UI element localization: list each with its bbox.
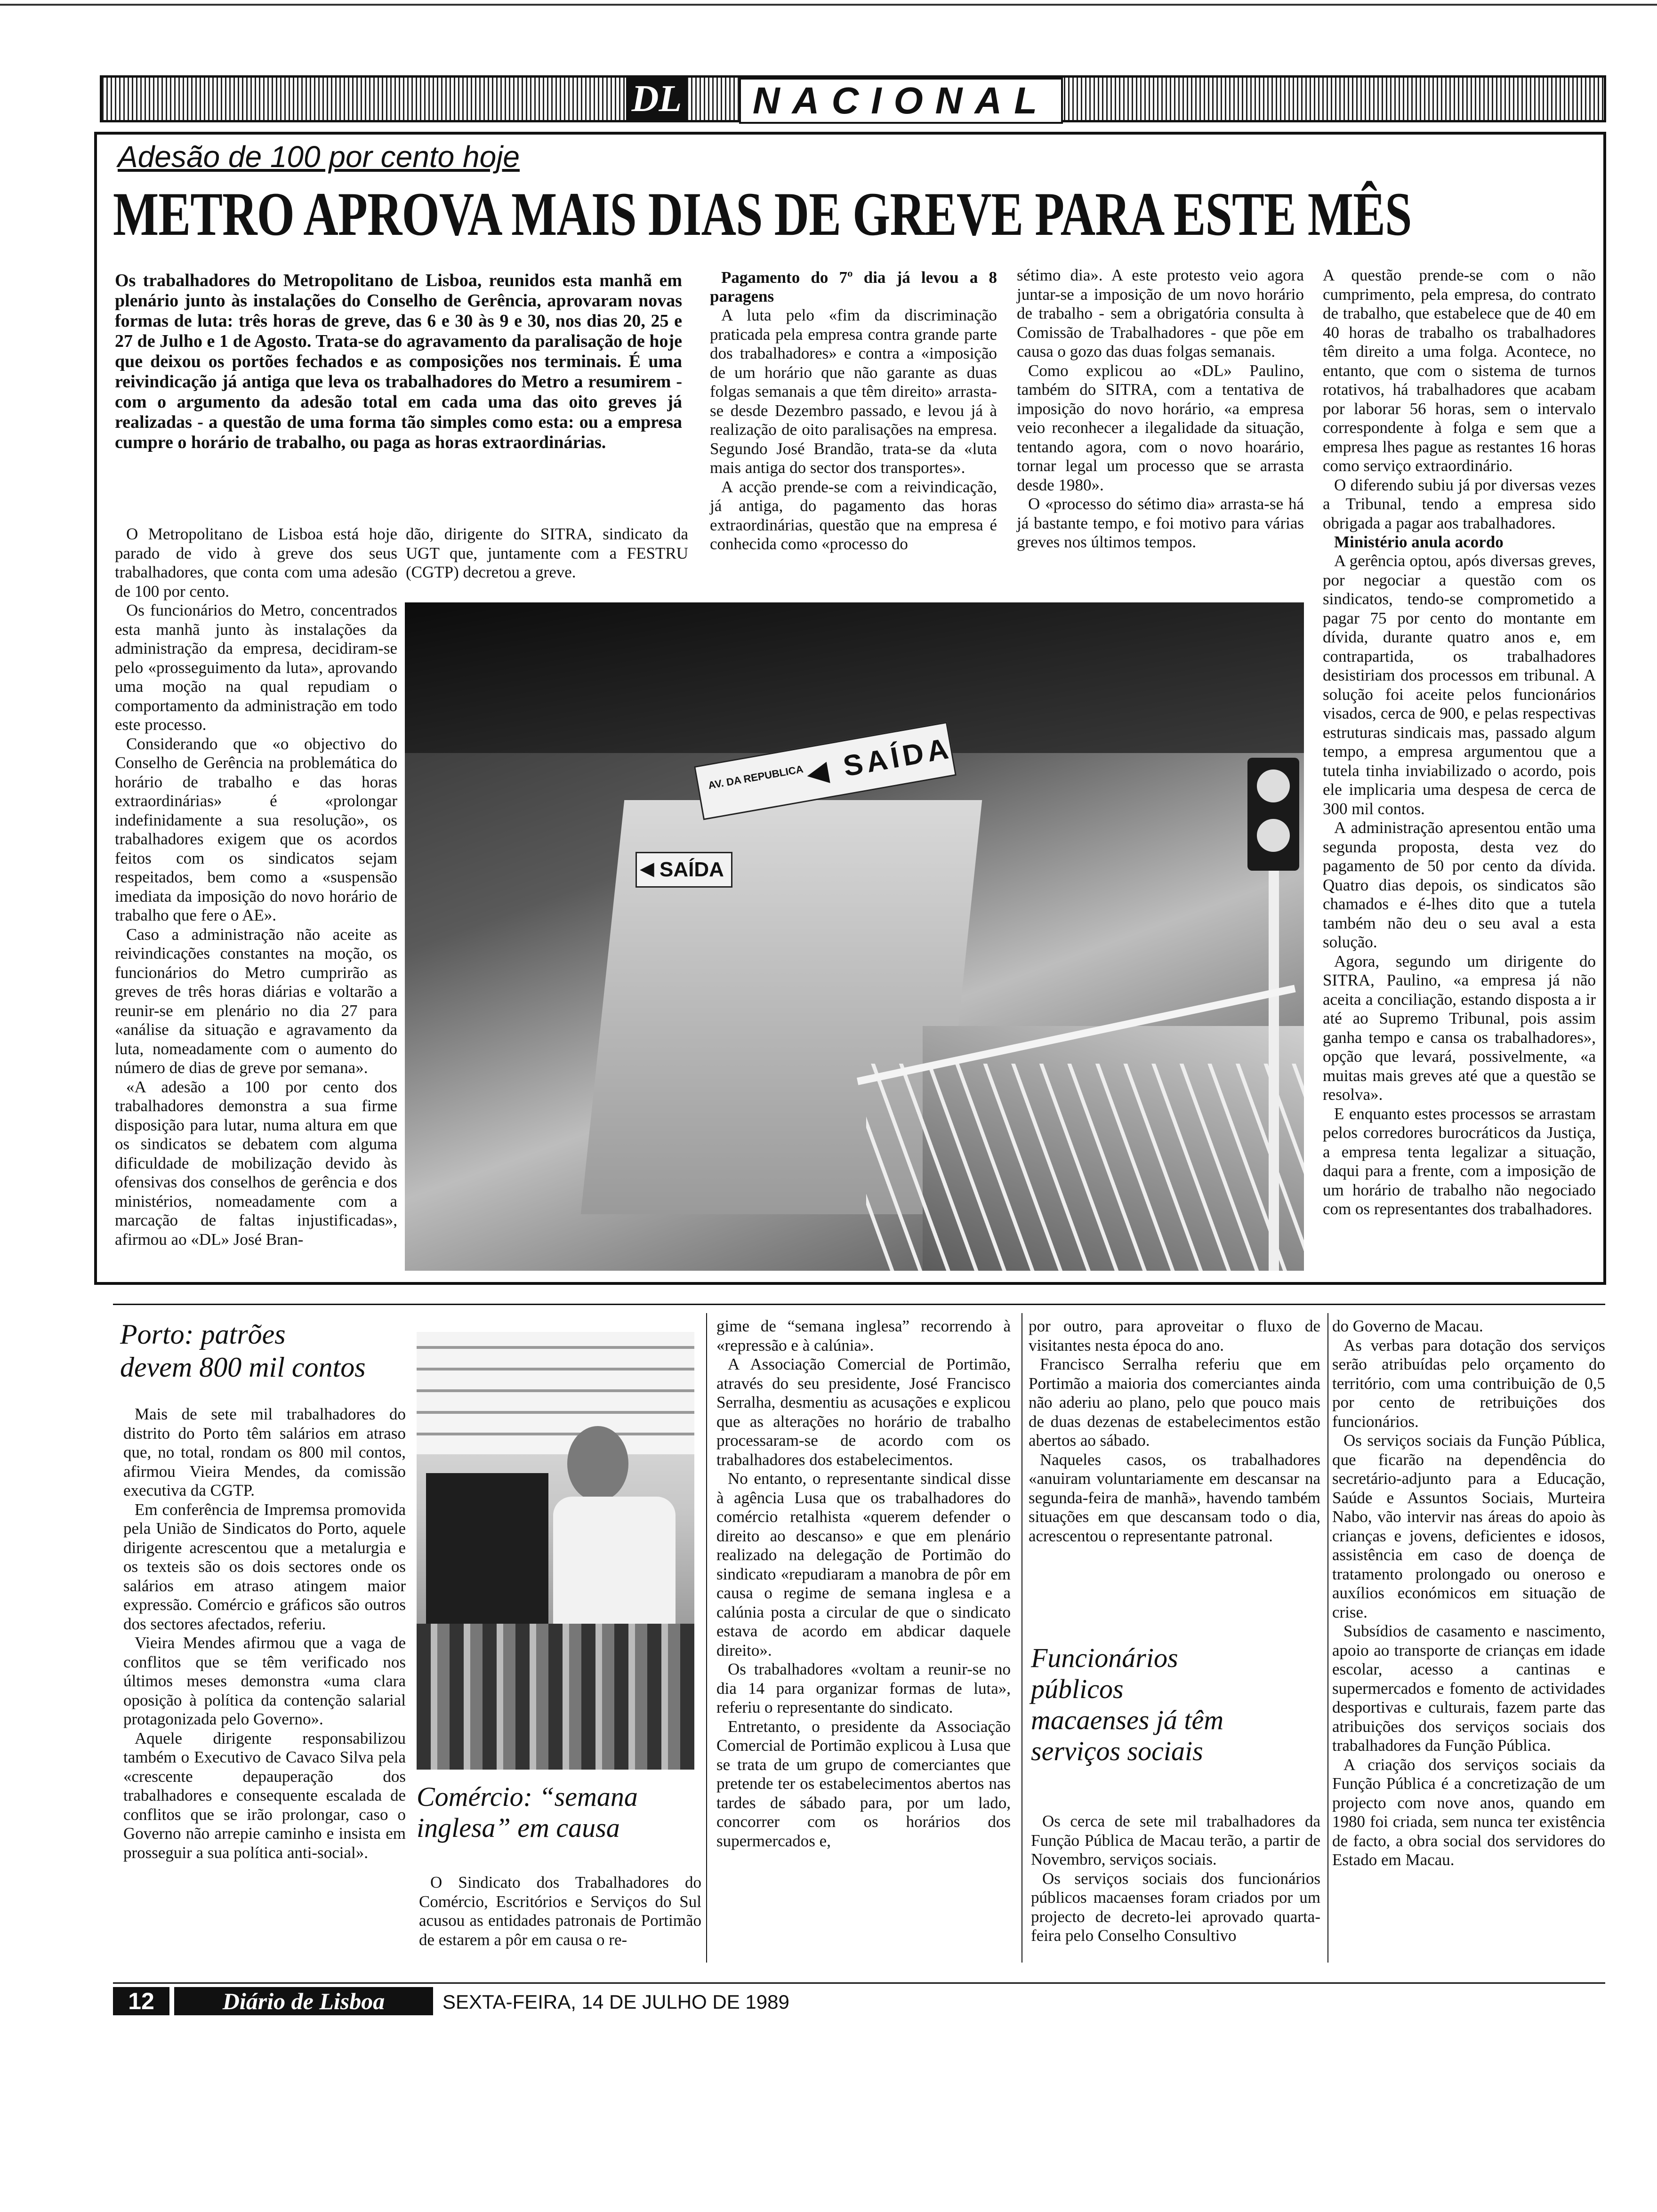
paragraph: O Sindicato dos Trabalhadores do Comércio, Escritórios e Serviços do Sul acusou as entidades patronais de Portimão de estarem a pôr em causa o re- [419, 1873, 701, 1949]
shelves [417, 1332, 694, 1454]
main-lead [115, 271, 682, 453]
exit-sign-left [635, 852, 732, 888]
comercio-body [419, 1873, 701, 1949]
man-head [567, 1426, 628, 1501]
light-lamp [1257, 769, 1290, 802]
subhead: Pagamento do 7º dia já levou a 8 paragens [710, 268, 997, 305]
sign-small-text: AV. DA REPUBLICA [707, 763, 804, 792]
paragraph: O Metropolitano de Lisboa está hoje parado de vido à greve dos seus trabalhadores, que conta com uma adesão de 100 por cento. [115, 525, 397, 601]
sign-exit-text: SAÍDA [660, 858, 724, 881]
headline-line: Comércio: “semana [417, 1781, 638, 1812]
paragraph: «A adesão a 100 por cento dos trabalhadores demonstra a sua firme disposição para lutar, numa altura em que os sindicatos se debatem com alguma dificuldade de mobilização devido às ofensivas dos conselhos de gerência e dos ministérios, nomeadamente com a marcação de faltas injustificadas», afirmou ao «DL» José Bran- [115, 1077, 397, 1249]
paragraph: do Governo de Macau. [1332, 1317, 1483, 1335]
paragraph: por outro, para aproveitar o fluxo de visitantes nesta época do ano. [1029, 1317, 1320, 1354]
sign-exit-text: SAÍDA [841, 732, 955, 783]
paragraph: Francisco Serralha referiu que em Portimão a maioria dos comerciantes ainda não aderiu ao plano, pelo que pouco mais de duas dezenas de estabelecimentos estão abertos ao sábado. [1029, 1355, 1320, 1450]
main-col2 [406, 525, 688, 582]
main-col1 [115, 525, 397, 1249]
macau-col2 [1332, 1317, 1605, 1870]
main-col3 [710, 268, 997, 554]
paragraph: E enquanto estes processos se arrastam pelos corredores burocráticos da Justiça, a empresa tenta legalizar a situação, daqui para a frente, com a imposição de um horário de trabalho não negociado com os representantes dos trabalhadores. [1323, 1104, 1596, 1218]
headline-line: devem 800 mil contos [120, 1352, 366, 1383]
paragraph: Vieira Mendes afirmou que a vaga de conflitos que se têm verificado nos últimos meses demonstra «uma clara oposição à política da contenção salarial protagonizada pelo Governo». [123, 1634, 406, 1728]
paragraph: Os serviços sociais dos funcionários públicos macaenses foram criados por um projecto de decreto-lei aprovado quarta-feira pelo Conselho Consultivo [1031, 1869, 1320, 1945]
paragraph: Os serviços sociais da Função Pública, que ficarão na dependência do secretário-adjunto para a Educação, Saúde e Assuntos Sociais, Murteira Nabo, vão intervir nas áreas do apoio às crianças e jovens, deficientes e idosos, assistência em caso de doença de tratamento prolongado ou oneroso e auxílios económicos em situação de crise. [1332, 1431, 1605, 1621]
headline-line: macaenses já têm [1031, 1705, 1224, 1735]
paragraph: A questão prende-se com o não cumprimento, pela empresa, do contrato de trabalho, que estabelece que de 40 em 40 horas de trabalho os trabalhadores têm direito a uma folga. Acontece, no entanto, que com o sistema de turnos rotativos, há trabalhadores que acabam por laborar 56 horas, sem o intervalo correspondente à folga e sem que a empresa lhes pague as restantes 16 horas como serviço extraordinário. [1323, 266, 1596, 475]
paragraph: sétimo dia». A este protesto veio agora juntar-se a imposição de um novo horário de trabalho - sem a obrigatória consulta à Comissão de Trabalhadores - que põe em causa o gozo das duas folgas semanais. [1017, 266, 1304, 361]
section-logo: DL [626, 75, 687, 122]
footer-rule [113, 1982, 1605, 1984]
porto-body [123, 1405, 406, 1862]
paragraph: O diferendo subiu já por diversas vezes a Tribunal, tendo a empresa sido obrigada a pagar aos trabalhadores. [1323, 475, 1596, 532]
headline-line: Porto: patrões [120, 1319, 286, 1350]
comercio-headline [417, 1781, 699, 1843]
paragraph: A Associação Comercial de Portimão, através do seu presidente, José Francisco Serralha, desmentiu as acusações e explicou que as alterações no horário de trabalho processaram-se de acordo com os trabalhadores dos estabelecimentos. [716, 1355, 1011, 1469]
paragraph: Caso a administração não aceite as reivindicações constantes na moção, os funcionários do Metro cumprirão as greves de três horas diárias e voltarão a reunir-se em plenário no dia 27 para «análise da situação e agravamento da luta, nomeadamente com o aumento do número de dias de greve por semana». [115, 925, 397, 1077]
page-number: 12 [113, 1987, 169, 2015]
scan-edge-line [0, 4, 1657, 6]
headline-line: inglesa” em causa [417, 1812, 620, 1843]
paragraph: Considerando que «o objectivo do Conselho de Gerência na problemática do horário de trabalho e das horas extraordinárias» é «prolongar indefinidamente a sua resolução», os trabalhadores exigem que os acordos feitos com os sindicatos sejam respeitados, bem como a «suspensão imediata da imposição do novo horário de trabalho que fere o AE». [115, 734, 397, 924]
masthead-logo: Diário de Lisboa [174, 1987, 433, 2015]
macau-body [1031, 1812, 1320, 1946]
paragraph: dão, dirigente do SITRA, sindicato da UGT que, juntamente com a FESTRU (CGTP) decretou a greve. [406, 525, 688, 581]
shop-clothing-photo [417, 1332, 694, 1770]
paragraph: A criação dos serviços sociais da Função Pública é a concretização de um projecto com nove anos, quando em 1980 foi criada, sem nunca ter existência de facto, a obra social dos servidores do Estado em Macau. [1332, 1755, 1605, 1869]
paragraph: No entanto, o representante sindical disse à agência Lusa que os trabalhadores do comércio retalhista «querem defender o direito ao descanso» e que em plenário realizado na delegação de Portimão do sindicato «repudiaram a manobra de pôr em causa o regime de semana inglesa e a calúnia posta a circular de que o sindicato estava de acordo em abdicar daquele direito». [716, 1469, 1011, 1659]
arrow-left-icon: ◀ [804, 754, 831, 790]
paragraph: Subsídios de casamento e nascimento, apoio ao transporte de crianças em idade escolar, acesso a cantinas e supermercados e fomento de actividades desportivas e culturais, fazem parte das atribuições dos serviços sociais dos trabalhadores da Função Pública. [1332, 1622, 1605, 1755]
paragraph: Aquele dirigente responsabilizou também o Executivo de Cavaco Silva pela «crescente depauperação dos trabalhadores e consequente escalada de conflitos que se irão prolongar, caso o Governo não arrepie caminho e insista em prosseguir a sua política anti-social». [123, 1729, 406, 1862]
paragraph: Entretanto, o presidente da Associação Comercial de Portimão explicou à Lusa que se trata de um grupo de comerciantes que pretende ter os estabelecimentos abertos nas tardes de sábado para, por um lado, concorrer com os horários dos supermercados e, [716, 1717, 1011, 1850]
handrail [866, 1064, 1304, 1271]
light-lamp [1257, 819, 1290, 852]
paragraph: O «processo do sétimo dia» arrasta-se há já bastante tempo, e foi motivo para várias greves nos últimos tempos. [1017, 495, 1304, 551]
paragraph: Os funcionários do Metro, concentrados esta manhã junto às instalações da administração da empresa, decidiram-se pelo «prosseguimento da luta», aprovando uma moção na qual repudiam o comportamento da administração em todo este processo. [115, 601, 397, 734]
paragraph: Os cerca de sete mil trabalhadores da Função Pública de Macau terão, a partir de Novembro, serviços sociais. [1031, 1812, 1320, 1868]
paragraph: Agora, segundo um dirigente do SITRA, Paulino, «a empresa já não aceita a conciliação, estando disposta a ir até ao Supremo Tribunal, pois assim ganha tempo e cansa os trabalhadores», opção que levará, possivelmente, «a muitas mais greves até que a questão se resolva». [1323, 952, 1596, 1104]
macau-headline [1031, 1643, 1313, 1767]
paragraph: Em conferência de Impremsa promovida pela União de Sindicatos do Porto, aquele dirigente acrescentou que a metalurgia e os texteis são os dois sectores onde os salários em atraso atingem maior expressão. Comércio e gráficos são outros dos sectores afectados, referiu. [123, 1500, 406, 1633]
traffic-light-icon [1247, 758, 1299, 871]
headline-line: públicos [1031, 1674, 1124, 1704]
paragraph: gime de “semana inglesa” recorrendo à «repressão e à calúnia». [716, 1317, 1011, 1354]
footer-date: SEXTA-FEIRA, 14 DE JULHO DE 1989 [442, 1991, 789, 2013]
main-headline: METRO APROVA MAIS DIAS DE GREVE PARA ESTE MÊS [113, 179, 1412, 248]
bottom-top-rule [113, 1304, 1605, 1305]
paragraph: Os trabalhadores «voltam a reunir-se no dia 14 para organizar formas de luta», referiu o representante do sindicato. [716, 1660, 1011, 1716]
main-col5 [1323, 266, 1596, 1219]
paragraph: A acção prende-se com a reivindicação, já antiga, do pagamento das horas extraordinárias, questão que na empresa é conhecida como «processo do [710, 477, 997, 553]
porto-headline [120, 1318, 412, 1384]
col-rule [1327, 1313, 1328, 1963]
paragraph: Como explicou ao «DL» Paulino, também do SITRA, com a tentativa de imposição do novo horário, «a empresa veio reconhecer a ilegalidade da situação, tentando agora, com o novo hoarário, tornar legal um processo que se arrasta desde 1980». [1017, 361, 1304, 494]
section-name: NACIONAL [739, 78, 1063, 124]
paragraph: Mais de sete mil trabalhadores do distrito do Porto têm salários em atraso que, no total, rondam os 800 mil contos, afirmou Vieira Mendes, da comissão executiva da CGTP. [123, 1405, 406, 1499]
paragraph: A gerência optou, após diversas greves, por negociar a questão com os sindicatos, tendo-se comprometido a pagar 75 por cento do montante em dívida, durante quatro anos e, em contrapartida, os trabalhadores desistiriam dos processos em tribunal. A solução foi aceite pelos funcionários visados, cerca de 900, e pelas respectivas estruturas sindicais mas, passado algum tempo, a empresa argumentou que a tutela tinha inviabilizado o acordo, pois ele implicaria uma despesa de cerca de 300 mil contos. [1323, 552, 1596, 818]
ceiling-panel [405, 602, 1304, 753]
col-rule [706, 1313, 707, 1963]
headline-line: Funcionários [1031, 1643, 1178, 1673]
comercio-col2 [716, 1317, 1011, 1851]
paragraph: Naqueles casos, os trabalhadores «anuiram voluntariamente em descansar na segunda-feira de manhã», havendo também situações em que descansam todo o dia, acrescentou o representante patronal. [1029, 1450, 1320, 1545]
main-col4 [1017, 266, 1304, 552]
arrow-left-icon: ◀ [640, 858, 654, 879]
metro-station-photo [405, 602, 1304, 1271]
headline-line: serviços sociais [1031, 1736, 1203, 1766]
comercio-col3 [1029, 1317, 1320, 1546]
main-kicker: Adesão de 100 por cento hoje [118, 140, 520, 174]
lead-text: Os trabalhadores do Metropolitano de Lisboa, reunidos esta manhã em plenário junto às instalações do Conselho de Gerência, aprovaram novas formas de luta: três horas de greve, das 6 e 30 às 9 e 30, nos dias 20, 25 e 27 de Julho e 1 de Agosto. Trata-se do agravamento da paralisação de hoje que deixou os portões fechados e as composições nos terminais. É uma reivindicação já antiga que leva os trabalhadores do Metro a resumirem - com o argumento da adesão total em cada uma das oito greves já realizadas - a questão de uma forma tão simples como esta: ou a empresa cumpre o horário de trabalho, ou paga as horas extraordinárias. [115, 271, 682, 452]
subhead: Ministério anula acordo [1334, 533, 1504, 551]
paragraph: A luta pelo «fim da discriminação praticada pela empresa contra grande parte dos trabalhadores» e contra a «imposição de um horário que não garante as duas folgas semanais a que têm direito» arrasta-se desde Dezembro passado, e levou já à realização de oito paralisações na empresa. Segundo José Brandão, trata-se da «luta mais antiga do sector dos transportes». [710, 306, 997, 477]
clothing-rack [417, 1624, 694, 1770]
paragraph: As verbas para dotação dos serviços serão atribuídas pelo orçamento do território, com uma contribuição de 0,5 por cento de retribuições dos funcionários. [1332, 1336, 1605, 1431]
paragraph: A administração apresentou então uma segunda proposta, desta vez do pagamento de 50 por cento da dívida. Quatro dias depois, os sindicatos são chamados e é-lhes dito que a tutela também não deu o seu aval a esta solução. [1323, 818, 1596, 951]
